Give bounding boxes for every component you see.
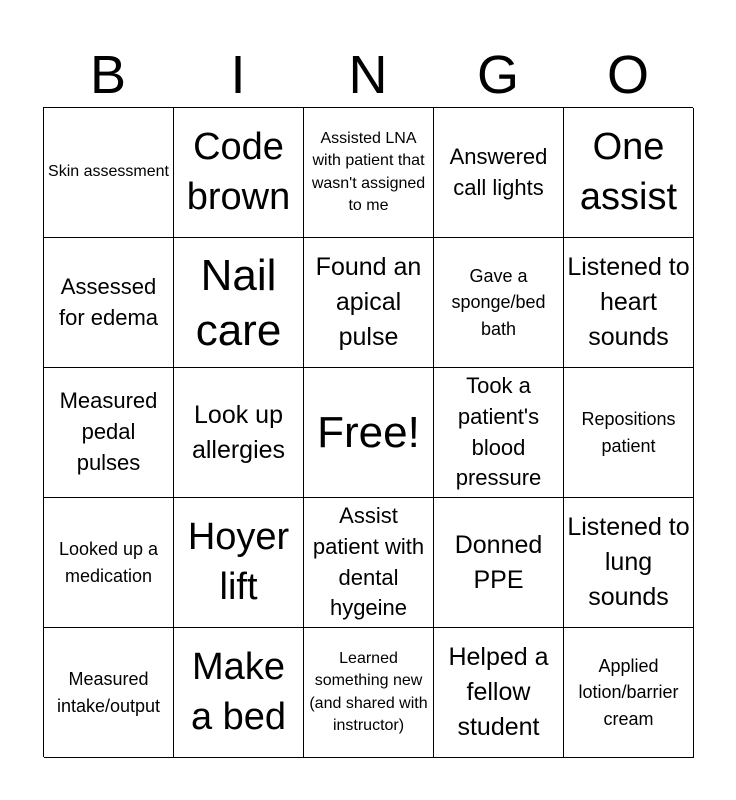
header-letter-n: N [348, 45, 388, 105]
header-letter-i: I [230, 45, 246, 105]
bingo-cell-r2c2[interactable] [174, 238, 304, 368]
cell-label: Helped a fellow student [448, 643, 549, 741]
cell-label: Assessed for edema [58, 273, 159, 330]
cell-label: Found an apical pulse [315, 253, 422, 351]
cell-label: Measured pedal pulses [59, 388, 158, 475]
bingo-cell-r4c5[interactable] [564, 498, 694, 628]
bingo-cell-r2c3[interactable] [304, 238, 434, 368]
bingo-cell-r5c5[interactable] [564, 628, 694, 758]
bingo-cell-r2c4[interactable] [434, 238, 564, 368]
cell-label: Donned PPE [454, 530, 543, 594]
cell-label: Listened to lung sounds [567, 513, 690, 611]
cell-label: Applied lotion/barrier cream [578, 656, 679, 729]
cell-label: Looked up a medication [58, 539, 159, 586]
cell-label: Took a patient's blood pressure [455, 372, 542, 491]
cell-label: Code brown [186, 126, 291, 218]
cell-label: Skin assessment [48, 163, 169, 181]
bingo-cell-r3c2[interactable] [174, 368, 304, 498]
bingo-cell-r3c4[interactable] [434, 368, 564, 498]
bingo-cell-r1c5[interactable] [564, 108, 694, 238]
cell-label: Look up allergies [191, 400, 286, 464]
bingo-cell-r5c2[interactable] [174, 628, 304, 758]
cell-label: Repositions patient [581, 409, 676, 456]
bingo-cell-r1c1[interactable] [44, 108, 174, 238]
free-space-label: Free! [317, 408, 420, 457]
cell-label: Nail care [195, 250, 282, 355]
header-letter-o: O [606, 45, 649, 105]
cell-label: Assisted LNA with patient that wasn't assigned to me [311, 129, 426, 214]
bingo-cell-r4c4[interactable] [434, 498, 564, 628]
bingo-cell-r5c3[interactable] [304, 628, 434, 758]
header-letter-g: G [476, 45, 519, 105]
bingo-cell-r3c1[interactable] [44, 368, 174, 498]
cell-label: Assist patient with dental hygeine [312, 502, 425, 621]
bingo-cell-r3c5[interactable] [564, 368, 694, 498]
bingo-cell-r4c1[interactable] [44, 498, 174, 628]
bingo-cell-r1c2[interactable] [174, 108, 304, 238]
bingo-cell-r2c1[interactable] [44, 238, 174, 368]
bingo-cell-r3c3-free[interactable] [304, 368, 434, 498]
cell-label: Hoyer lift [187, 516, 290, 608]
cell-label: Make a bed [190, 646, 287, 738]
bingo-cell-r5c4[interactable] [434, 628, 564, 758]
bingo-header [43, 40, 693, 108]
bingo-cell-r4c2[interactable] [174, 498, 304, 628]
cell-label: One assist [579, 126, 678, 218]
cell-label: Learned something new (and shared with instructor) [309, 649, 428, 734]
bingo-cell-r4c3[interactable] [304, 498, 434, 628]
cell-label: Measured intake/output [56, 669, 161, 716]
bingo-cell-r1c3[interactable] [304, 108, 434, 238]
cell-label: Answered call lights [449, 143, 548, 200]
bingo-cell-r1c4[interactable] [434, 108, 564, 238]
bingo-cell-r2c5[interactable] [564, 238, 694, 368]
bingo-cell-r5c1[interactable] [44, 628, 174, 758]
cell-label: Gave a sponge/bed bath [451, 266, 546, 339]
bingo-board [43, 107, 693, 757]
cell-label: Listened to heart sounds [567, 253, 690, 351]
header-letter-b: B [89, 45, 127, 105]
